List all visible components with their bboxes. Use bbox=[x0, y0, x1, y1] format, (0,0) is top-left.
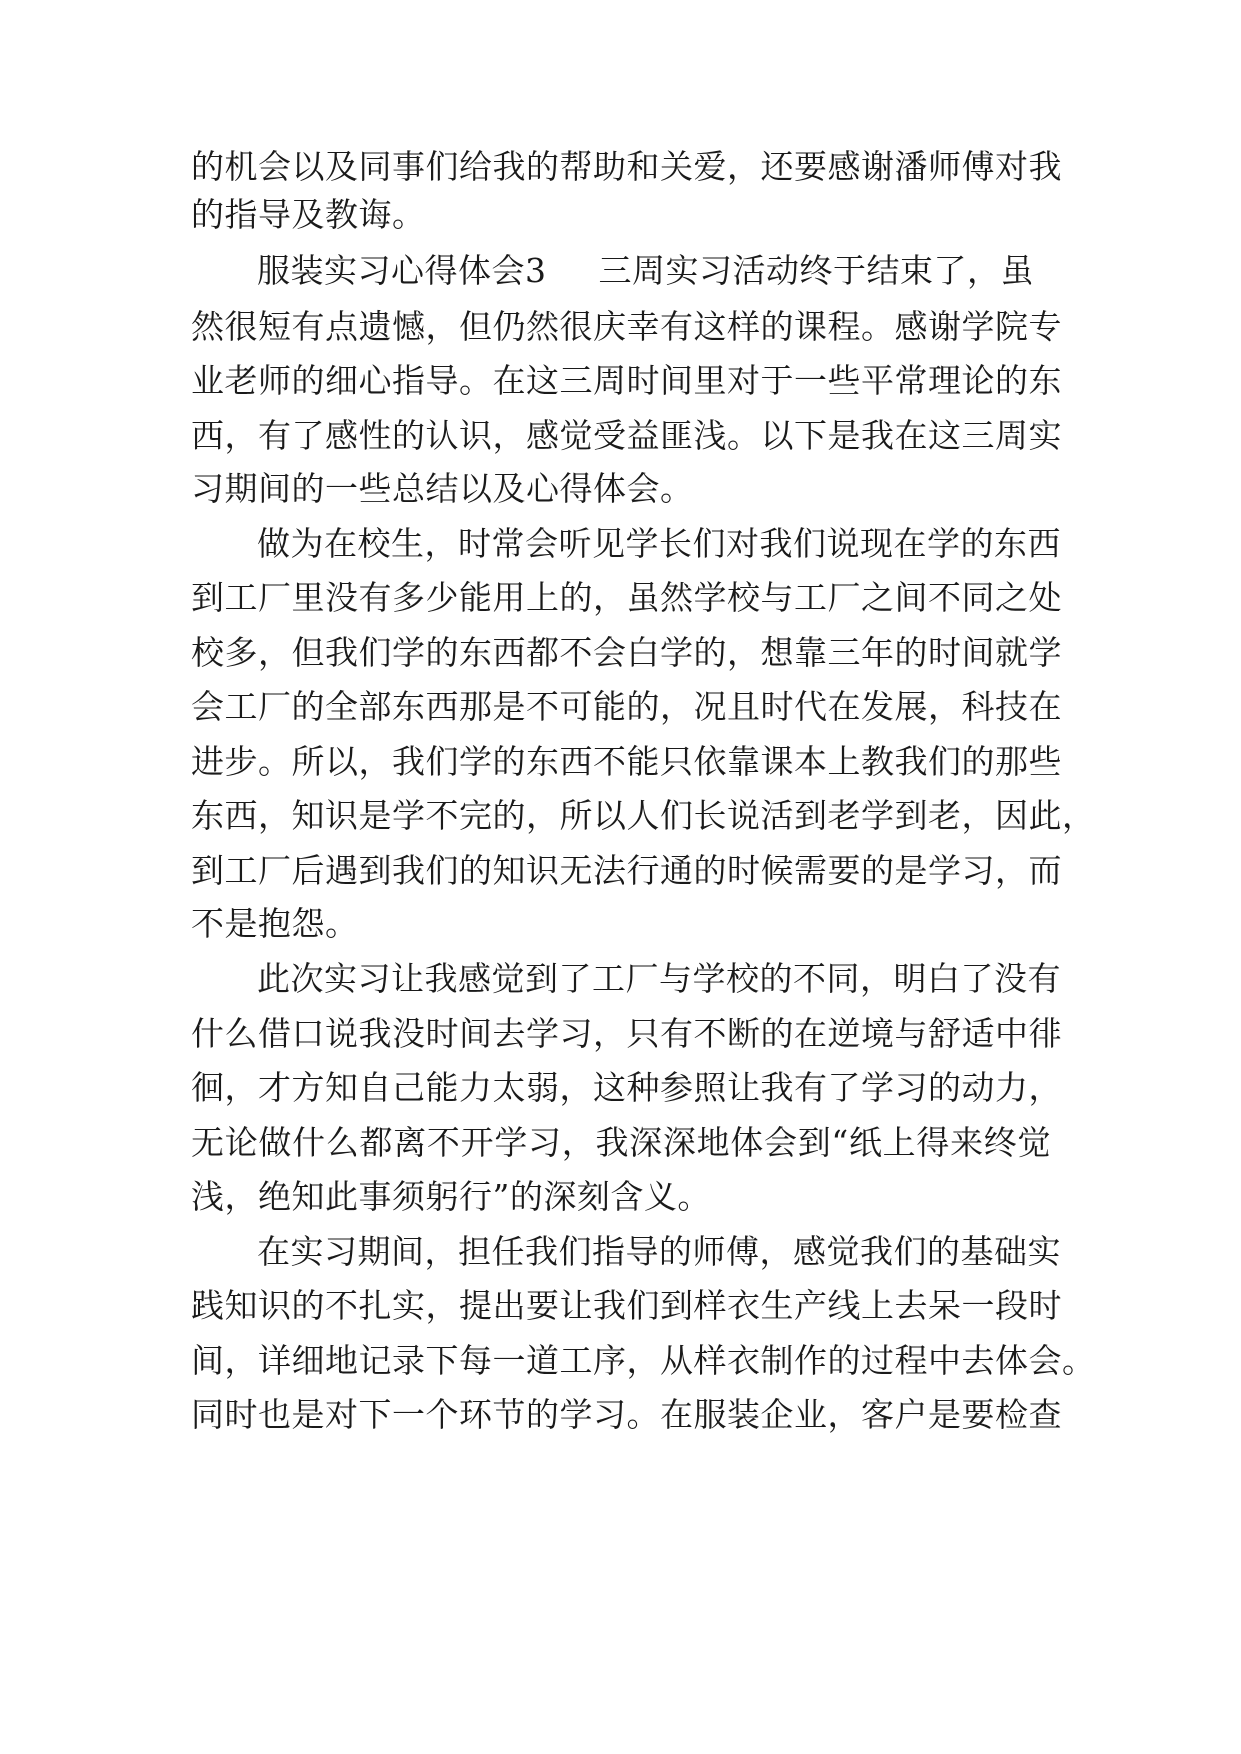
text-line: 无论做什么都离不开学习，我深深地体会到“纸上得来终觉 bbox=[191, 1123, 1051, 1162]
text-segment: 三周实习活动终于结束了，虽 bbox=[598, 251, 1034, 290]
text-line: 西，有了感性的认识，感觉受益匪浅。以下是我在这三周实 bbox=[191, 416, 1062, 455]
text-line: 什么借口说我没时间去学习，只有不断的在逆境与舒适中徘 bbox=[191, 1014, 1062, 1053]
text-line: 的机会以及同事们给我的帮助和关爱，还要感谢潘师傅对我 bbox=[191, 147, 1062, 186]
section-heading-line bbox=[257, 240, 1051, 302]
text-line: 然很短有点遗憾，但仍然很庆幸有这样的课程。感谢学院专 bbox=[191, 307, 1062, 346]
text-line: 到工厂后遇到我们的知识无法行通的时候需要的是学习，而 bbox=[191, 851, 1062, 890]
text-line: 东西，知识是学不完的，所以人们长说活到老学到老，因此， bbox=[191, 796, 1096, 835]
text-line: 会工厂的全部东西那是不可能的，况且时代在发展，科技在 bbox=[191, 687, 1062, 726]
text-line: 的指导及教诲。 bbox=[191, 195, 426, 234]
text-line: 间，详细地记录下每一道工序，从样衣制作的过程中去体会。 bbox=[191, 1341, 1096, 1380]
text-line: 不是抱怨。 bbox=[191, 904, 359, 943]
text-line: 习期间的一些总结以及心得体会。 bbox=[191, 469, 694, 508]
text-line: 浅，绝知此事须躬行”的深刻含义。 bbox=[191, 1177, 711, 1216]
section-title: 服装实习心得体会3 bbox=[257, 251, 547, 290]
text-line: 业老师的细心指导。在这三周时间里对于一些平常理论的东 bbox=[191, 361, 1062, 400]
paragraph-first-line: 在实习期间，担任我们指导的师傅，感觉我们的基础实 bbox=[257, 1232, 1061, 1271]
text-line: 进步。所以，我们学的东西不能只依靠课本上教我们的那些 bbox=[191, 742, 1062, 781]
text-line: 同时也是对下一个环节的学习。在服装企业，客户是要检查 bbox=[191, 1395, 1062, 1434]
text-line: 到工厂里没有多少能用上的，虽然学校与工厂之间不同之处 bbox=[191, 578, 1062, 617]
text-line: 徊，才方知自己能力太弱，这种参照让我有了学习的动力， bbox=[191, 1068, 1062, 1107]
text-line: 践知识的不扎实，提出要让我们到样衣生产线上去呆一段时 bbox=[191, 1286, 1062, 1325]
text-line: 校多，但我们学的东西都不会白学的，想靠三年的时间就学 bbox=[191, 633, 1062, 672]
paragraph-first-line: 此次实习让我感觉到了工厂与学校的不同，明白了没有 bbox=[257, 959, 1061, 998]
paragraph-first-line: 做为在校生，时常会听见学长们对我们说现在学的东西 bbox=[257, 524, 1061, 563]
